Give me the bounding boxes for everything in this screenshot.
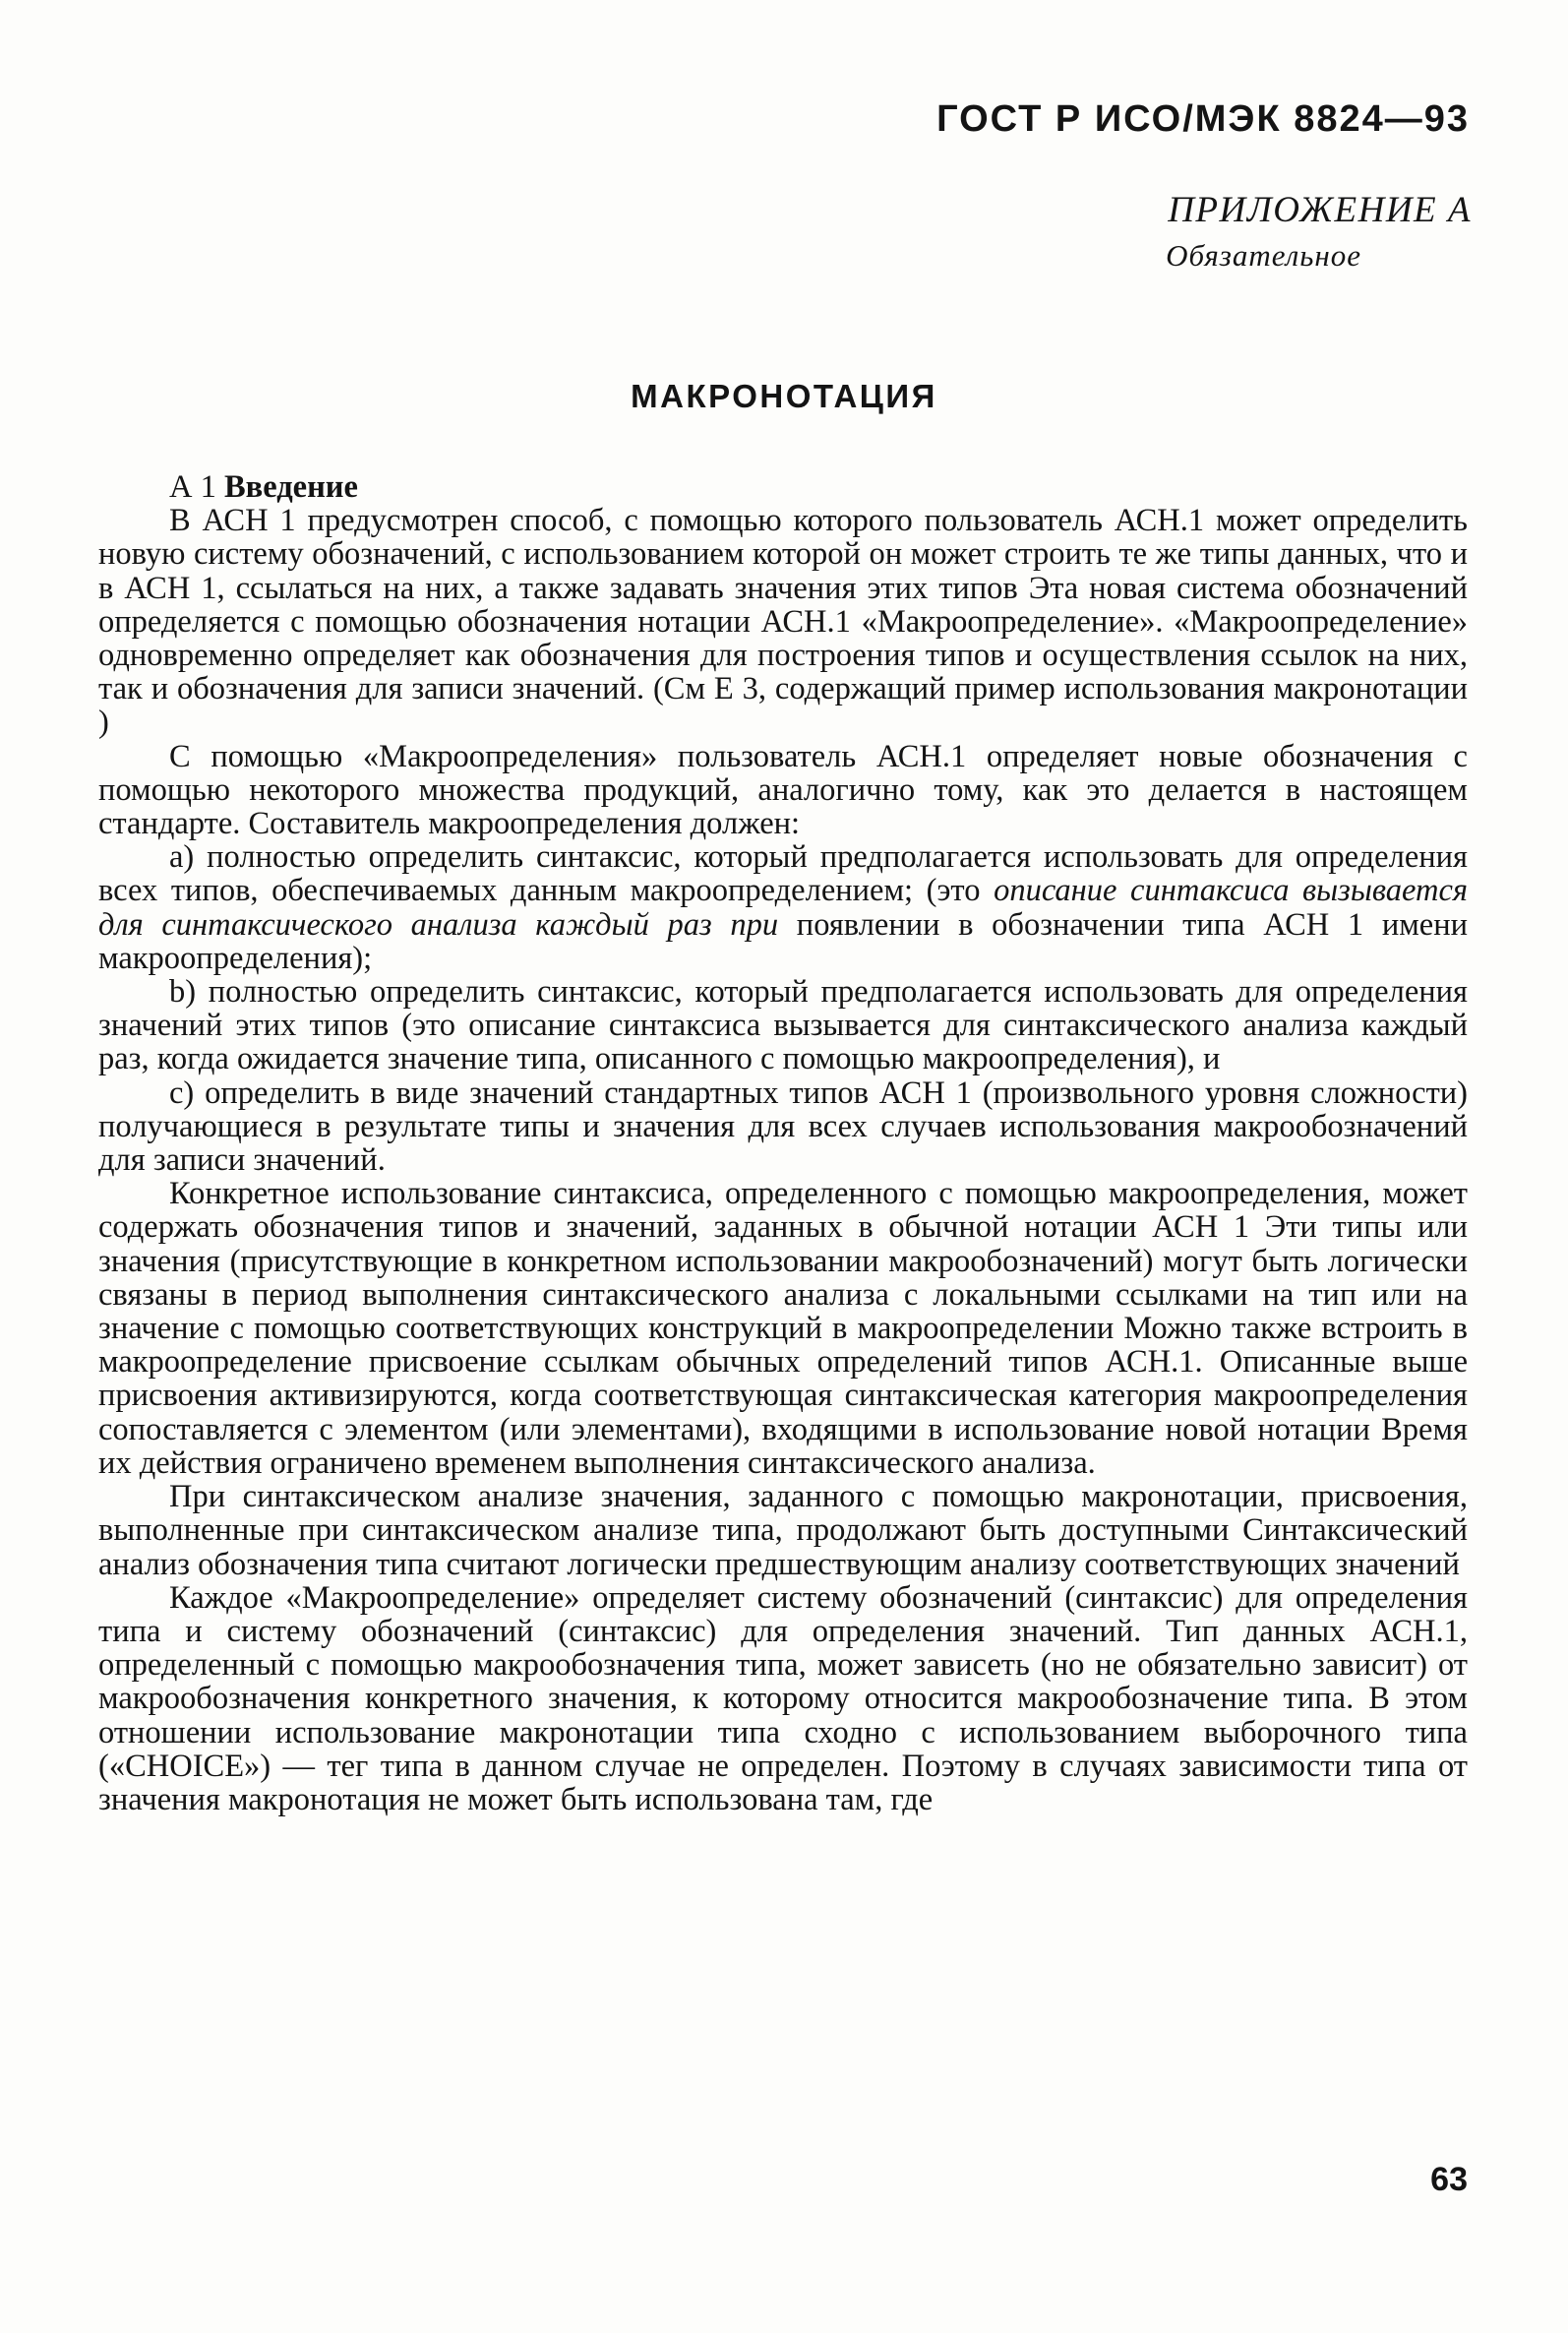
- list-item-a-start: а) полностью определить синтаксис, который предполагается использовать для определения всех типов, обеспечиваемых данным макроопределением; (это: [98, 839, 1468, 909]
- paragraph-concrete-usage: Конкретное использование синтаксиса, определенного с помощью макроопределения, может содержать обозначения типов и значений, заданных в обычной нотации АСН 1 Эти типы или значения (присутствующие в конкретном использовании макрообозначений) могут быть логически связаны в период выполнения синтаксического анализа с локальными ссылками на тип или на значение с помощью соответствующих конструкций в макроопределении Можно также встроить в макроопределение присвоение ссылкам обычных определений типов АСН.1. Описанные выше присвоения активизируются, когда соответствующая синтаксическая категория макроопределения сопоставляется с элементом (или элементами), входящими в использование новой нотации Время их действия ограничено временем выполнения синтаксического анализа.: [98, 1176, 1468, 1481]
- section-name: Введение: [223, 469, 358, 505]
- section-heading: [98, 470, 1468, 504]
- list-item-b: b) полностью определить синтаксис, который предполагается использовать для определения значений этих типов (это описание синтаксиса вызывается для синтаксического анализа каждый раз, когда ожидается значение типа, описанного с помощью макроопределения), и: [98, 974, 1468, 1077]
- paragraph-macro-definition: С помощью «Макроопределения» пользователь АСН.1 определяет новые обозначения с помощью некоторого множества продукций, аналогично тому, как это делается в настоящем стандарте. Составитель макроопределения должен:: [98, 738, 1468, 842]
- appendix-label: ПРИЛОЖЕНИЕ А: [1168, 190, 1472, 230]
- document-title: МАКРОНОТАЦИЯ: [631, 378, 937, 414]
- paragraph-value-analysis: При синтаксическом анализе значения, заданного с помощью макронотации, присвоения, выполненные при синтаксическом анализе типа, продолжают быть доступными Синтаксический анализ обозначения типа считают логически предшествующим анализу соответствующих значений: [98, 1479, 1468, 1582]
- page-number: 63: [1430, 2161, 1468, 2198]
- paragraph-notation-types: Каждое «Макроопределение» определяет систему обозначений (синтаксис) для определения типа и систему обозначений (синтаксис) для определения значений. Тип данных АСН.1, определенный с помощью макрообозначения типа, может зависеть (но не обязательно зависит) от макрообозначения конкретного значения, к которому относится макрообозначение типа. В этом отношении использование макронотации типа сходно с использованием выборочного типа («CHOICE») — тег типа в данном случае не определен. Поэтому в случаях зависимости типа от значения макронотация не может быть использована там, где: [98, 1579, 1468, 1817]
- standard-header: ГОСТ Р ИСО/МЭК 8824—93: [936, 98, 1470, 140]
- list-item-a: [98, 840, 1468, 975]
- section-number: А 1: [169, 469, 216, 505]
- paragraph-intro: В АСН 1 предусмотрен способ, с помощью которого пользователь АСН.1 может определить новую систему обозначений, с использованием которой он может строить те же типы данных, что и в АСН 1, ссылаться на них, а также задавать значения этих типов Эта новая система обозначений определяется с помощью обозначения нотации АСН.1 «Макроопределение». «Макроопределение» одновременно определяет как обозначения для построения типов и осуществления ссылок на них, так и обозначения для записи значений. (См Е 3, содержащий пример использования макронотации ): [98, 503, 1468, 741]
- list-item-c: с) определить в виде значений стандартных типов АСН 1 (произвольного уровня сложности) получающиеся в результате типы и значения для всех случаев использования макрообозначений для записи значений.: [98, 1074, 1468, 1179]
- document-body: [98, 470, 1468, 1816]
- list-item-a-end: появлении в обозначении типа АСН 1 имени макроопределения);: [98, 906, 1468, 976]
- appendix-status: Обязательное: [1166, 238, 1361, 273]
- list-item-a-italic: описание синтаксиса вызывается для синтаксического анализа каждый раз при: [98, 873, 1468, 943]
